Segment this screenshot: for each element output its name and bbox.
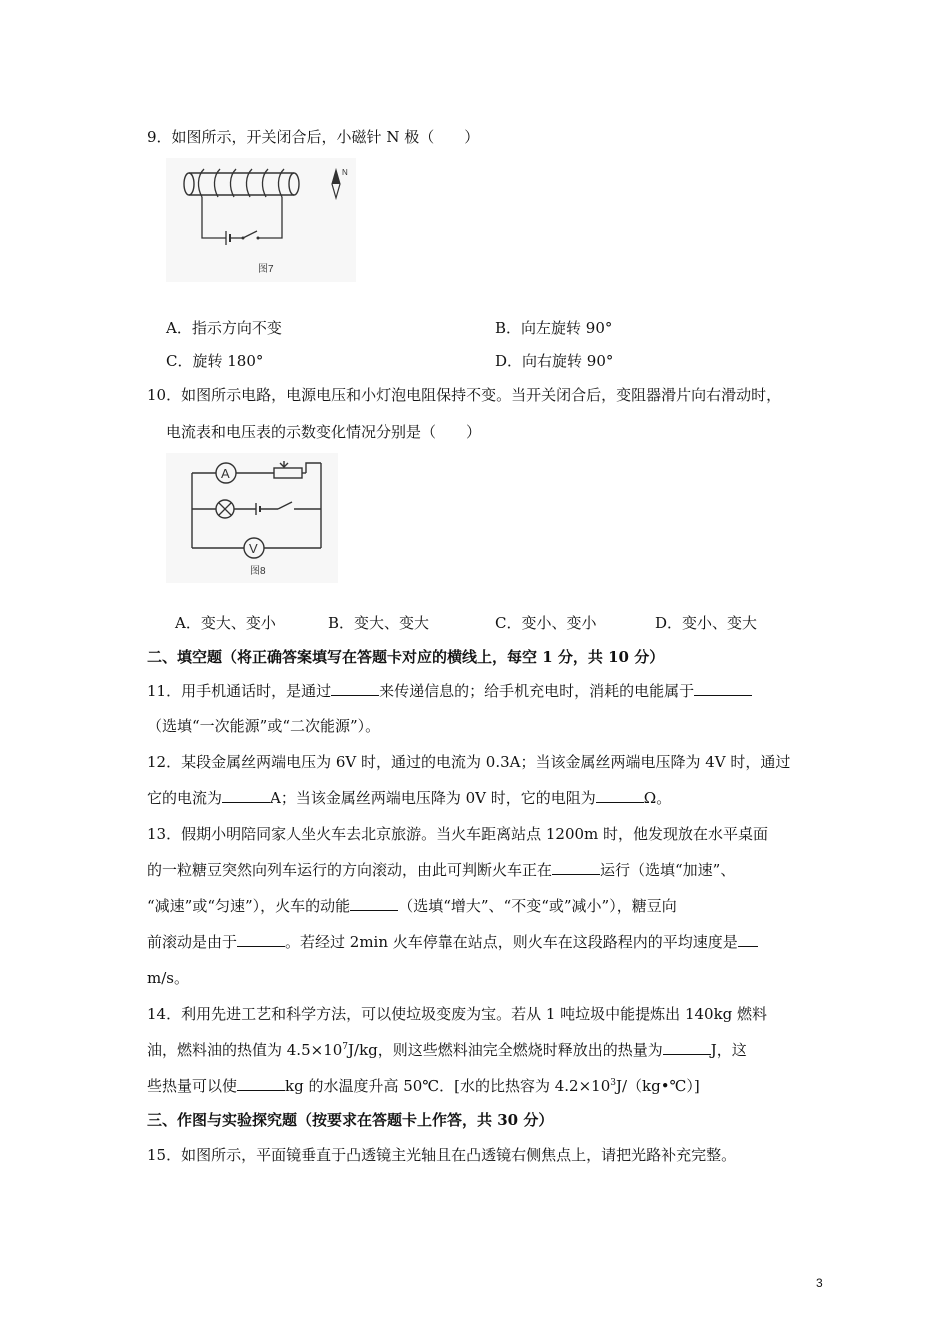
q12-part3: Ω。 (643, 789, 672, 807)
q11-blank2 (694, 681, 752, 696)
section2-title: 二、填空题（将正确答案填写在答题卡对应的横线上，每空 1 分，共 10 分） (147, 648, 665, 666)
needle-n-label: N (342, 168, 348, 177)
q14-line3 (147, 1076, 700, 1096)
q14-l2-exponent: 7 (342, 1042, 349, 1052)
q13-line2 (147, 860, 735, 880)
q14-blank2 (237, 1076, 285, 1091)
q9-figure (166, 158, 356, 282)
q10-option-c: C．变小、变小 (495, 614, 597, 632)
q11-line2: （选填“一次能源”或“二次能源”）。 (147, 717, 381, 735)
q11-line1 (147, 681, 752, 701)
q14-line1: 14．利用先进工艺和科学方法，可以使垃圾变废为宝。若从 1 吨垃圾中能提炼出 140kg 燃料 (147, 1005, 768, 1023)
q13-blank1 (552, 860, 600, 875)
q12-line1: 12．某段金属丝两端电压为 6V 时，通过的电流为 0.3A；当该金属丝两端电压降为 4V 时，通过 (147, 753, 791, 771)
q9-stem: 9．如图所示，开关闭合后，小磁针 N 极（ ） (147, 128, 480, 146)
q13-l3-part1: “减速”或“匀速”），火车的动能 (147, 897, 351, 915)
circuit-diagram (166, 453, 338, 583)
voltmeter-label: V (249, 541, 258, 556)
q13-blank3 (237, 932, 285, 947)
q9-option-a: A．指示方向不变 (166, 319, 282, 337)
q13-line3 (147, 896, 677, 916)
q12-part2: A；当该金属丝两端电压降为 0V 时，它的电阻为 (270, 789, 596, 807)
q12-line2 (147, 788, 671, 808)
q13-l2-part2: 运行（选填“加速”、 (600, 861, 736, 879)
q14-l3-exponent: 3 (610, 1078, 616, 1088)
q14-l2-part2: J/kg，则这些燃料油完全燃烧时释放出的热量为 (348, 1041, 663, 1059)
q9-option-b: B．向左旋转 90° (495, 319, 613, 337)
q13-line4 (147, 932, 758, 952)
solenoid-circuit-diagram (166, 158, 356, 282)
q14-l3-part3: J/（kg•℃）] (615, 1077, 700, 1095)
q11-part2: 来传递信息的；给手机充电时，消耗的电能属于 (379, 682, 695, 700)
figure-8-label: 图8 (250, 566, 266, 577)
q13-line5: m/s。 (147, 969, 189, 987)
q13-line1: 13．假期小明陪同家人坐火车去北京旅游。当火车距离站点 1200m 时，他发现放在水平桌面 (147, 825, 769, 843)
section3-title: 三、作图与实验探究题（按要求在答题卡上作答，共 30 分） (147, 1111, 554, 1129)
q13-l4-part1: 前滚动是由于 (147, 933, 238, 951)
q10-stem-line1: 10．如图所示电路，电源电压和小灯泡电阻保持不变。当开关闭合后，变阻器滑片向右滑动时， (147, 386, 782, 404)
q10-option-d: D．变小、变大 (655, 614, 758, 632)
q15-stem: 15．如图所示，平面镜垂直于凸透镜主光轴且在凸透镜右侧焦点上，请把光路补充完整。 (147, 1146, 737, 1164)
q14-line2 (147, 1040, 747, 1060)
q11-blank1 (331, 681, 379, 696)
q12-blank1 (222, 788, 270, 803)
q13-blank2 (350, 896, 398, 911)
q11-part1: 11．用手机通话时，是通过 (147, 682, 332, 700)
q13-l3-part2: （选填“增大”、“不变“或”减小”），糖豆向 (398, 897, 677, 915)
q14-l2-part1: 油，燃料油的热值为 4.5×10 (147, 1041, 343, 1059)
q14-l3-part2: kg 的水温度升高 50℃．[水的比热容为 4.2×10 (285, 1077, 611, 1095)
ammeter-label: A (221, 466, 230, 481)
q12-part1: 它的电流为 (147, 789, 223, 807)
q10-option-a: A．变大、变小 (175, 614, 276, 632)
q9-option-c: C．旋转 180° (166, 352, 264, 370)
q14-l2-part3: J，这 (710, 1041, 747, 1059)
q13-l2-part1: 的一粒糖豆突然向列车运行的方向滚动，由此可判断火车正在 (147, 861, 553, 879)
q9-option-d: D．向右旋转 90° (495, 352, 614, 370)
q10-stem-line2: 电流表和电压表的示数变化情况分别是（ ） (166, 423, 482, 441)
q14-l3-part1: 些热量可以使 (147, 1077, 238, 1095)
q13-l4-part2: 。若经过 2min 火车停靠在站点，则火车在这段路程内的平均速度是 (285, 933, 738, 951)
figure-7-label: 图7 (258, 264, 274, 275)
q10-option-b: B．变大、变大 (328, 614, 430, 632)
q14-blank1 (663, 1040, 711, 1055)
q10-figure (166, 453, 338, 583)
page-number: 3 (816, 1276, 823, 1290)
q13-blank4 (738, 932, 758, 947)
q12-blank2 (596, 788, 644, 803)
